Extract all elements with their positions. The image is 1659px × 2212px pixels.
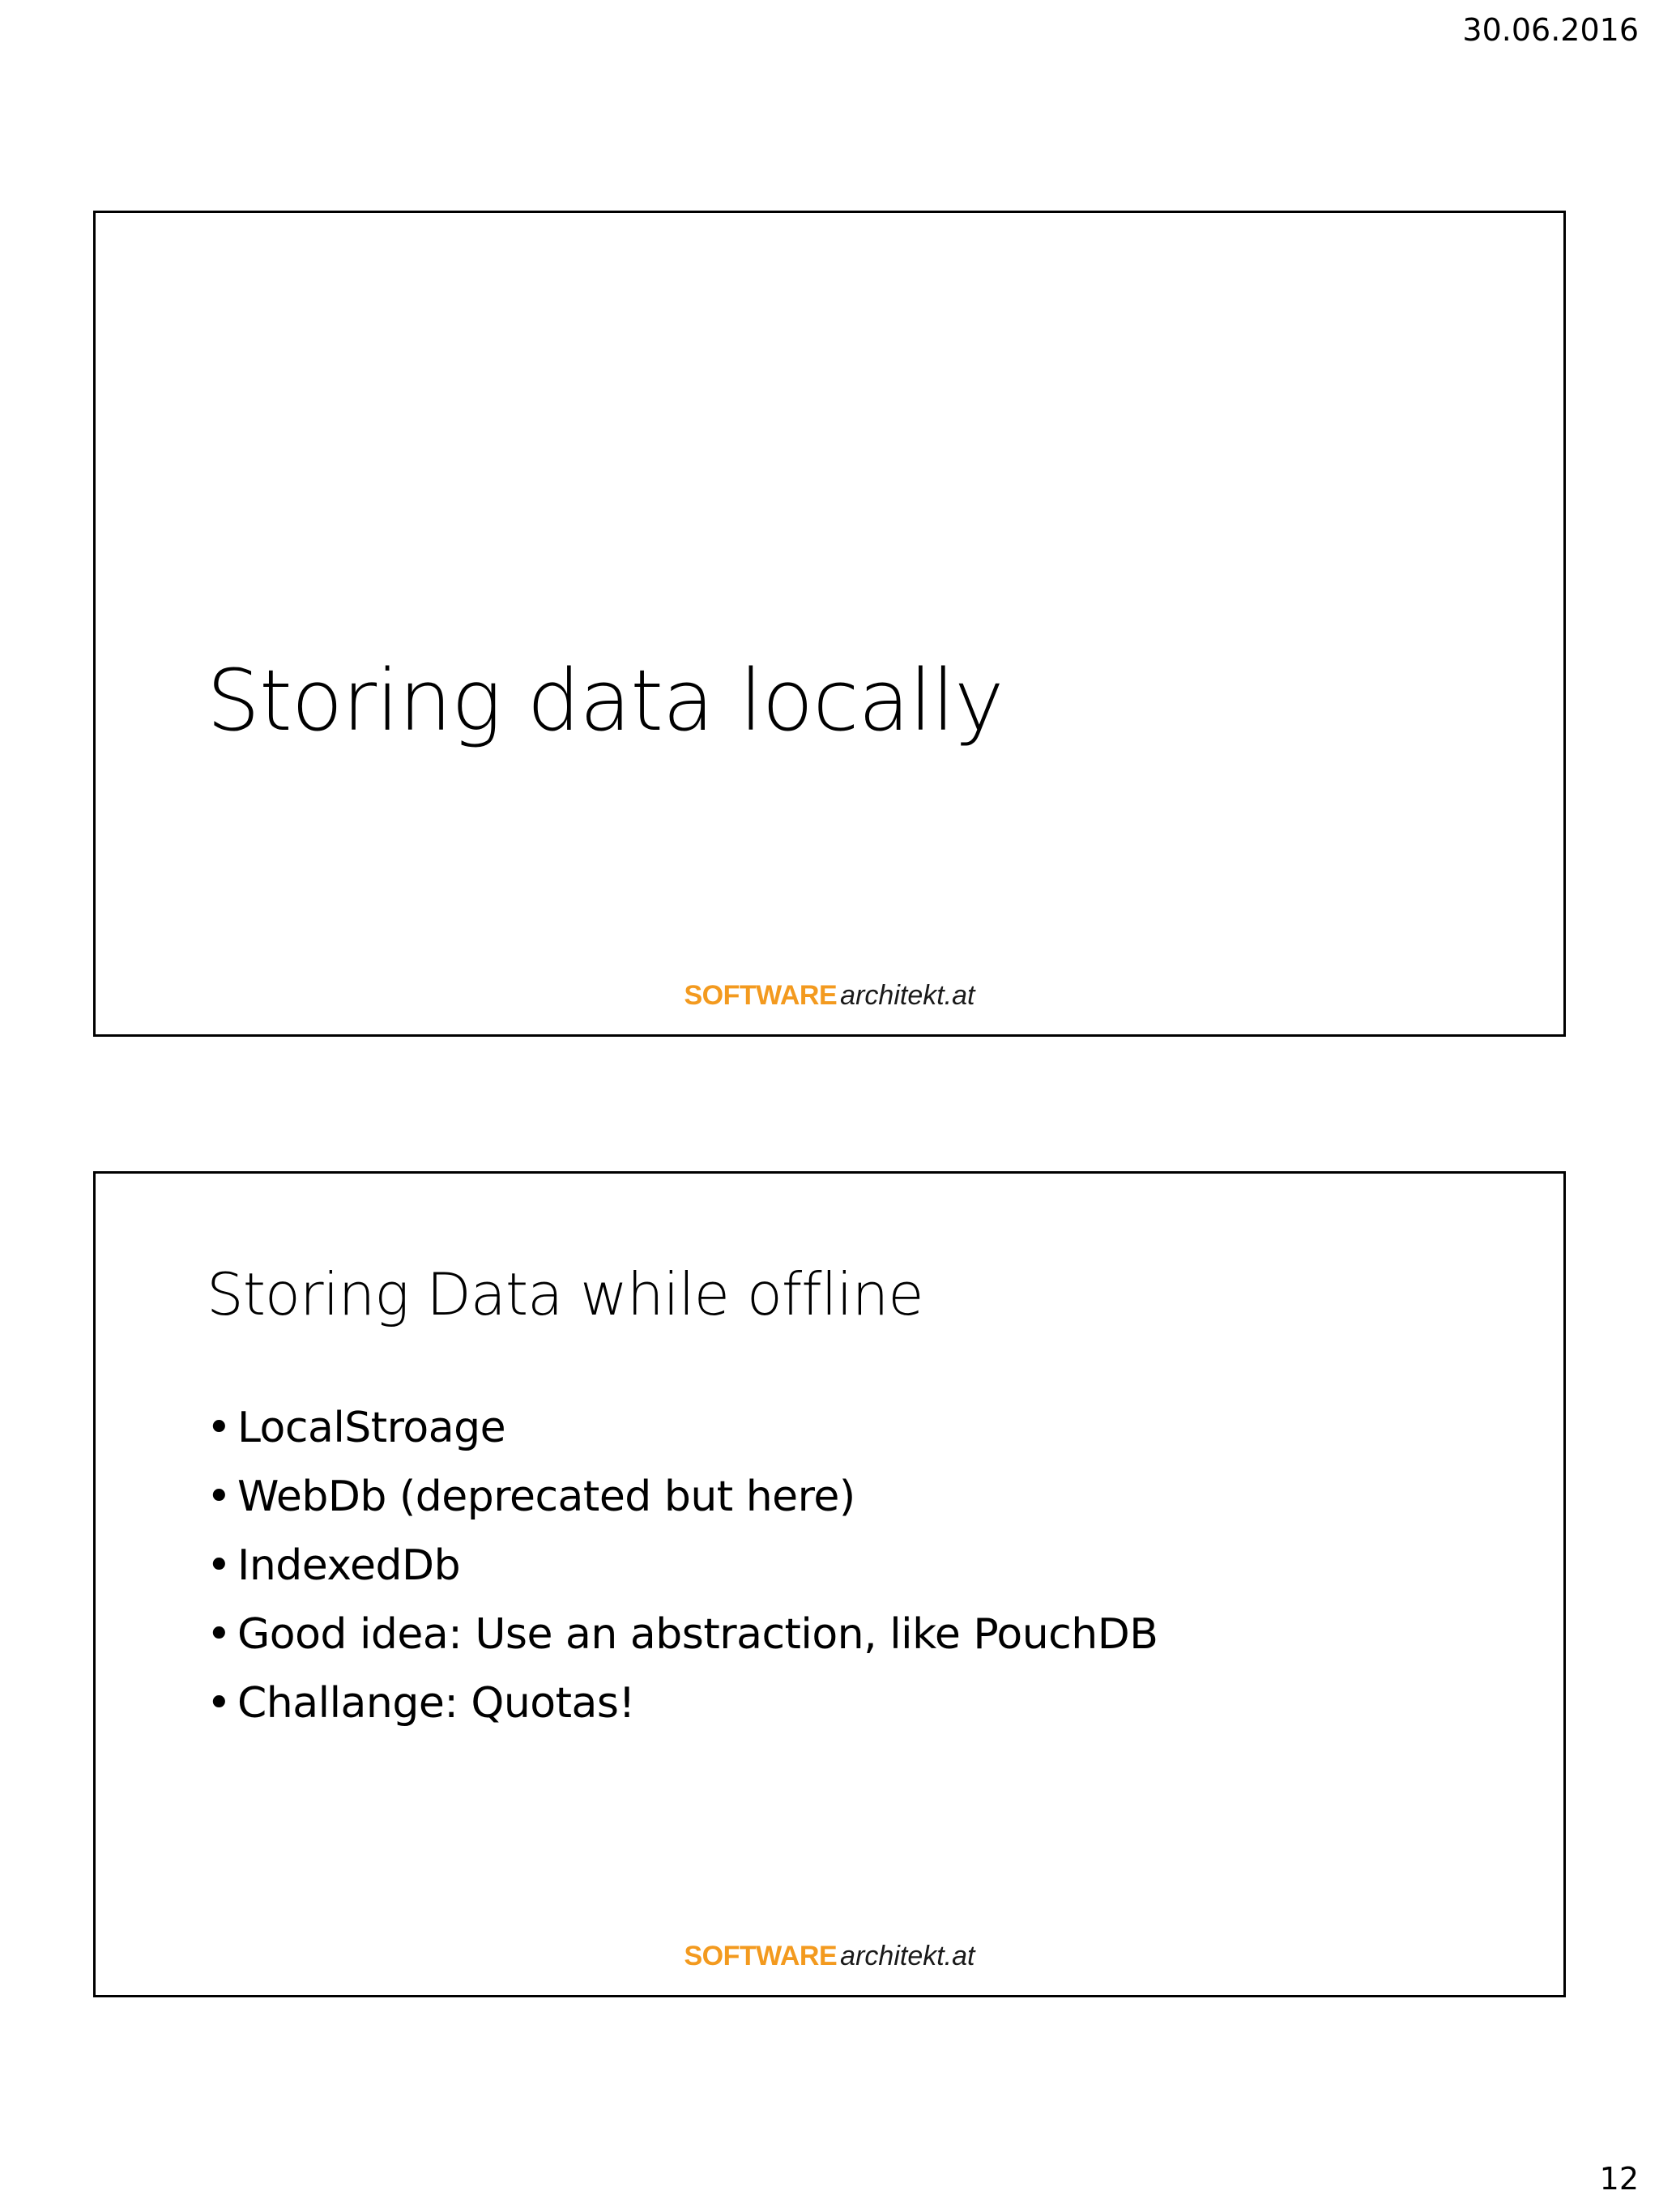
bullet-text: IndexedDb: [237, 1541, 461, 1590]
bullet-icon: •: [207, 1404, 232, 1452]
bullet-item: [207, 1600, 1158, 1669]
page-date: 30.06.2016: [1462, 12, 1639, 48]
logo-software-text: SOFTWARE: [684, 980, 838, 1011]
slide-title: Storing Data while offline: [207, 1260, 923, 1328]
company-logo: [96, 1941, 1563, 1972]
company-logo: [96, 980, 1563, 1012]
bullet-list: [207, 1394, 1158, 1738]
slide-title: Storing data locally: [207, 651, 1004, 750]
page-number: 12: [1599, 2161, 1639, 2197]
bullet-icon: •: [207, 1679, 232, 1728]
bullet-icon: •: [207, 1473, 232, 1521]
slide-content: [93, 1171, 1566, 1997]
bullet-icon: •: [207, 1610, 232, 1659]
bullet-text: Good idea: Use an abstraction, like PouchDB: [237, 1610, 1158, 1659]
bullet-item: [207, 1532, 1158, 1600]
bullet-text: LocalStroage: [237, 1404, 506, 1452]
logo-architekt-text: architekt.at: [840, 1941, 975, 1971]
bullet-icon: •: [207, 1541, 232, 1590]
logo-software-text: SOFTWARE: [684, 1941, 838, 1971]
bullet-text: Challange: Quotas!: [237, 1679, 635, 1728]
bullet-item: [207, 1669, 1158, 1738]
bullet-item: [207, 1463, 1158, 1532]
slide-title-section: [93, 211, 1566, 1037]
bullet-text: WebDb (deprecated but here): [237, 1473, 855, 1521]
bullet-item: [207, 1394, 1158, 1463]
logo-architekt-text: architekt.at: [840, 980, 975, 1011]
